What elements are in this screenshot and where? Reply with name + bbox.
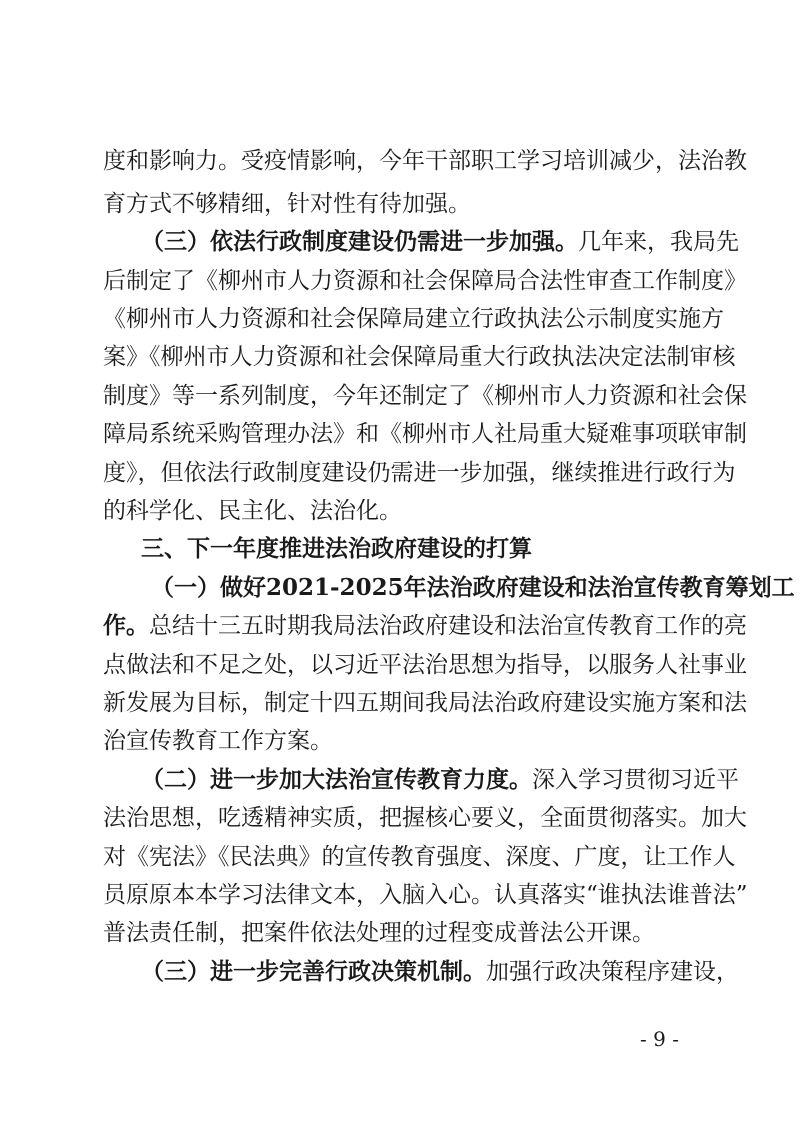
- text-line: 新发展为目标，制定十四五期间我局法治政府建设实施方案和法: [103, 690, 747, 716]
- section-heading-bold: （三）进一步完善行政决策机制。: [141, 958, 486, 985]
- text-span: 总结十三五时期我局法治政府建设和法治宣传教育工作的亮: [149, 613, 747, 639]
- section-heading-line: （一）做好2021-2025年法治政府建设和法治宣传教育筹划工: [151, 574, 795, 601]
- text-line: 度和影响力。受疫情影响，今年干部职工学习培训减少，法治教: [103, 148, 747, 174]
- section-heading-line: [103, 611, 747, 641]
- text-line: 度》，但依法行政制度建设仍需进一步加强，继续推进行政行为: [103, 460, 736, 486]
- text-line: 的科学化、民主化、法治化。: [103, 498, 402, 524]
- section-heading-bold: 作。: [103, 612, 149, 639]
- section-heading-line: [141, 227, 739, 257]
- section-heading-line: [141, 957, 739, 987]
- text-line: 障局系统采购管理办法》和《柳州市人社局重大疑难事项联审制: [103, 421, 747, 447]
- text-line: 案》《柳州市人力资源和社会保障局重大行政执法决定法制审核: [103, 344, 736, 370]
- section-heading-bold: （三）依法行政制度建设仍需进一步加强。: [141, 228, 578, 255]
- text-span: 深入学习贯彻习近平: [532, 767, 739, 793]
- text-line: 对《宪法》《民法典》的宣传教育强度、深度、广度，让工作人: [103, 844, 736, 870]
- text-span: 加强行政决策程序建设，: [486, 959, 739, 985]
- text-line: 点做法和不足之处，以习近平法治思想为指导，以服务人社事业: [103, 652, 747, 678]
- text-line: 后制定了《柳州市人力资源和社会保障局合法性审查工作制度》: [103, 268, 747, 294]
- text-line: 育方式不够精细，针对性有待加强。: [103, 191, 471, 217]
- chapter-heading: 三、下一年度推进法治政府建设的打算: [141, 536, 532, 562]
- section-heading-bold: （二）进一步加大法治宣传教育力度。: [141, 766, 532, 793]
- text-line: 法治思想，吃透精神实质，把握核心要义，全面贯彻落实。加大: [103, 805, 747, 831]
- page-number: - 9 -: [640, 1027, 679, 1051]
- text-line: 《柳州市人力资源和社会保障局建立行政执法公示制度实施方: [103, 306, 724, 332]
- section-heading-line: [141, 765, 739, 795]
- text-line: 员原原本本学习法律文本，入脑入心。认真落实“谁执法谁普法”: [103, 882, 748, 908]
- text-span: 几年来，我局先: [578, 229, 739, 255]
- text-line: 普法责任制，把案件依法处理的过程变成普法公开课。: [103, 920, 655, 946]
- text-line: 制度》等一系列制度，今年还制定了《柳州市人力资源和社会保: [103, 383, 747, 409]
- text-line: 治宣传教育工作方案。: [103, 728, 333, 754]
